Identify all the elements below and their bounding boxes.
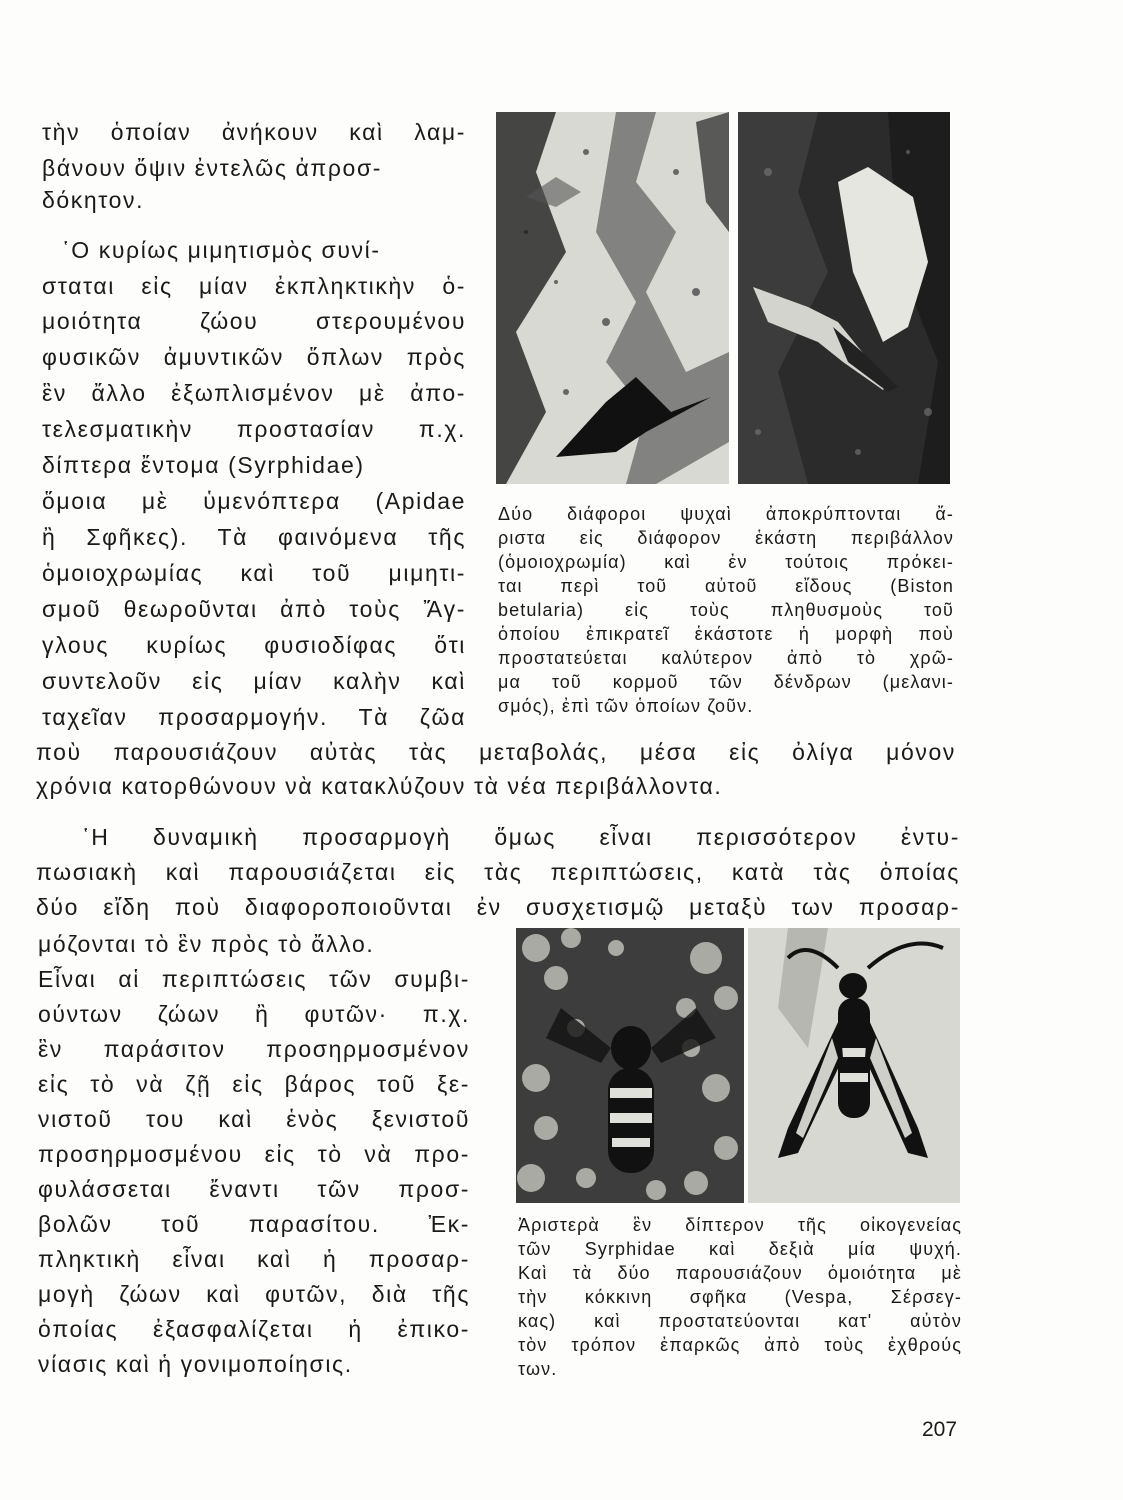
body-line: νίασις καὶ ἡ γονιμοποίησις. [38,1351,353,1377]
body-line: γλους κυρίως φυσιοδίφας ὅτι [42,632,466,658]
body-line: ῾Ο κυρίως μιμητισμὸς συνί- [62,237,381,263]
body-line: σμοῦ θεωροῦνται ἀπὸ τοὺς Ἄγ- [42,596,466,622]
body-line: τὴν ὁποίαν ἀνήκουν καὶ λαμ- [42,119,466,145]
caption-line: ὁποίου ἐπικρατεῖ ἑκάστοτε ἡ μορφὴ ποὺ [498,624,954,644]
body-line: συντελοῦν εἰς μίαν καλὴν καὶ [42,668,466,694]
body-line: φυλάσσεται ἔναντι τῶν προσ- [38,1176,470,1202]
caption-line: Ἀριστερὰ ἓν δίπτερον τῆς οἰκογενείας [518,1215,962,1235]
caption-line: τῶν Syrphidae καὶ δεξιὰ μία ψυχή. [518,1239,962,1259]
caption-line: ριστα εἰς διάφορον ἑκάστη περιβάλλον [498,528,954,548]
body-line: μόζονται τὸ ἓν πρὸς τὸ ἄλλο. [38,931,375,957]
body-line: μοιότητα ζώου στερουμένου [42,308,466,334]
body-line: ταχεῖαν προσαρμογήν. Τὰ ζῶα [42,704,466,730]
caption-line: μα τοῦ κορμοῦ τῶν δένδρων (μελανι- [498,672,954,692]
body-line: ὅμοια μὲ ὑμενόπτερα (Apidae [42,488,466,514]
body-line: φυσικῶν ἀμυντικῶν ὅπλων πρὸς [42,344,466,370]
caption-line: προστατεύεται καλύτερον ἀπὸ τὸ χρῶ- [498,648,954,668]
caption-line: betularia) εἰς τοὺς πληθυσμοὺς τοῦ [498,600,954,620]
body-line: νιστοῦ του καὶ ἑνὸς ξενιστοῦ [38,1106,470,1132]
photo-syrphid-fly [516,928,744,1203]
body-line: σταται εἰς μίαν ἐκπληκτικὴν ὁ- [42,273,466,299]
body-line: δόκητον. [42,187,145,213]
page-number: 207 [922,1418,958,1441]
caption-line: (ὁμοιοχρωμία) καὶ ἐν τούτοις πρόκει- [498,552,954,572]
caption-line: τὸν τρόπον ἐπαρκῶς ἀπὸ τοὺς ἐχθρούς [518,1335,962,1355]
body-line: προσηρμοσμένου εἰς τὸ νὰ προ- [38,1141,470,1167]
body-line: ἢ Σφῆκες). Τὰ φαινόμενα τῆς [42,524,466,550]
body-line: ποὺ παρουσιάζουν αὐτὰς τὰς μεταβολάς, μέσα εἰς ὀλίγα μόνον [36,739,956,765]
body-line: Εἶναι αἱ περιπτώσεις τῶν συμβι- [38,966,470,992]
caption-line: τὴν κόκκινη σφῆκα (Vespa, Σέρσεγ- [518,1287,962,1307]
photo-clearwing-moth [748,928,960,1203]
caption-line: Δύο διάφοροι ψυχαὶ ἀποκρύπτονται ἄ- [498,504,954,524]
body-line: ἓν ἄλλο ἐξωπλισμένον μὲ ἀπο- [42,380,466,406]
body-line: τελεσματικὴν προστασίαν π.χ. [42,416,466,442]
caption-line: των. [518,1359,558,1379]
caption-line: Καὶ τὰ δύο παρουσιάζουν ὁμοιότητα μὲ [518,1263,962,1283]
body-line: ἓν παράσιτον προσηρμοσμένον [38,1036,470,1062]
body-line: βολῶν τοῦ παρασίτου. Ἐκ- [38,1211,470,1237]
caption-line: ται περὶ τοῦ αὐτοῦ εἴδους (Biston [498,576,954,596]
body-line: ούντων ζώων ἢ φυτῶν· π.χ. [38,1001,470,1027]
body-line: ὁμοιοχρωμίας καὶ τοῦ μιμητι- [42,560,466,586]
body-line: ῾Η δυναμικὴ προσαρμογὴ ὅμως εἶναι περισσότερον ἐντυ- [82,824,960,850]
body-line: ὁποίας ἐξασφαλίζεται ἡ ἐπικο- [38,1316,470,1342]
caption-line: κας) καὶ προστατεύονται κατ' αὐτὸν [518,1311,962,1331]
body-line: πωσιακὴ καὶ παρουσιάζεται εἰς τὰς περιπτώσεις, κατὰ τὰς ὁποίας [36,859,960,885]
photo-dark-moth-on-light-bark [496,112,729,484]
body-line: χρόνια κατορθώνουν νὰ κατακλύζουν τὰ νέα περιβάλλοντα. [36,773,723,799]
caption-line: σμός), ἐπὶ τῶν ὁποίων ζοῦν. [498,696,754,716]
body-line: βάνουν ὄψιν ἐντελῶς ἀπροσ- [42,155,382,181]
body-line: μογὴ ζώων καὶ φυτῶν, διὰ τῆς [38,1281,470,1307]
body-line: εἰς τὸ νὰ ζῇ εἰς βάρος τοῦ ξε- [38,1071,470,1097]
photo-light-moth-on-dark-bark [738,112,950,484]
body-line: δύο εἴδη ποὺ διαφοροποιοῦνται ἐν συσχετισμῷ μεταξὺ των προσαρ- [36,894,960,920]
body-line: πληκτικὴ εἶναι καὶ ἡ προσαρ- [38,1246,470,1272]
body-line: δίπτερα ἔντομα (Syrphidae) [42,452,365,478]
